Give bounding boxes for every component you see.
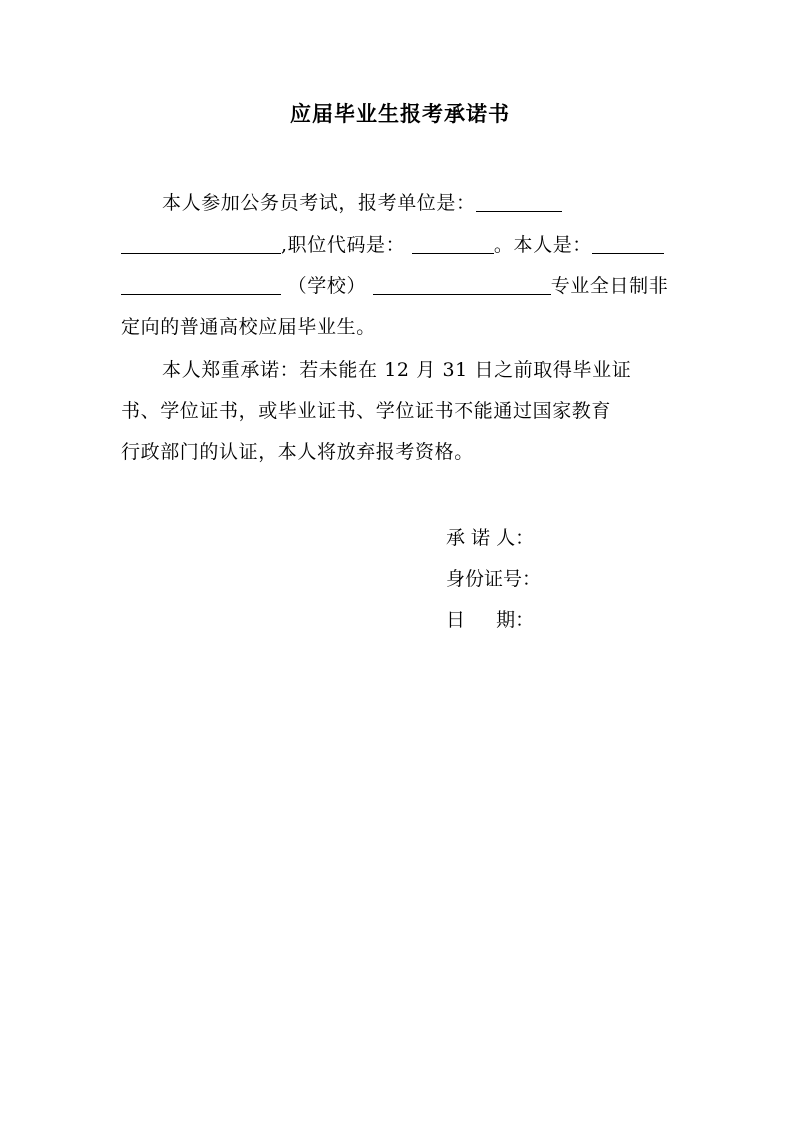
p1-line2-text: ,职位代码是：	[281, 234, 406, 256]
identity-blank-cont[interactable]	[121, 274, 281, 295]
paragraph-1-line-3	[121, 271, 668, 301]
paragraph-2-line-1: 本人郑重承诺：若未能在 12 月 31 日之前取得毕业证	[162, 359, 632, 381]
p1-line2-text2: 。本人是：	[493, 234, 592, 256]
position-code-blank[interactable]	[412, 233, 494, 254]
major-blank[interactable]	[373, 274, 551, 295]
p1-line3-text: （学校）	[287, 275, 367, 297]
paragraph-1-line-4: 定向的普通高校应届毕业生。	[121, 316, 376, 338]
p1-line1-text: 本人参加公务员考试，报考单位是：	[162, 192, 476, 214]
paragraph-1-line-2	[121, 230, 664, 260]
paragraph-1-line-1	[162, 188, 562, 218]
id-number-label: 身份证号：	[446, 568, 542, 590]
identity-blank[interactable]	[592, 233, 664, 254]
p1-line3-text2: 专业全日制非	[550, 275, 669, 297]
paragraph-2-line-3: 行政部门的认证，本人将放弃报考资格。	[121, 441, 474, 463]
employer-blank[interactable]	[476, 191, 562, 212]
document-title: 应届毕业生报考承诺书	[290, 101, 510, 126]
paragraph-2-line-2: 书、学位证书，或毕业证书、学位证书不能通过国家教育	[121, 400, 612, 422]
date-label: 日 期：	[446, 609, 535, 631]
promisor-label: 承 诺 人：	[446, 527, 535, 549]
employer-blank-cont[interactable]	[121, 233, 281, 254]
